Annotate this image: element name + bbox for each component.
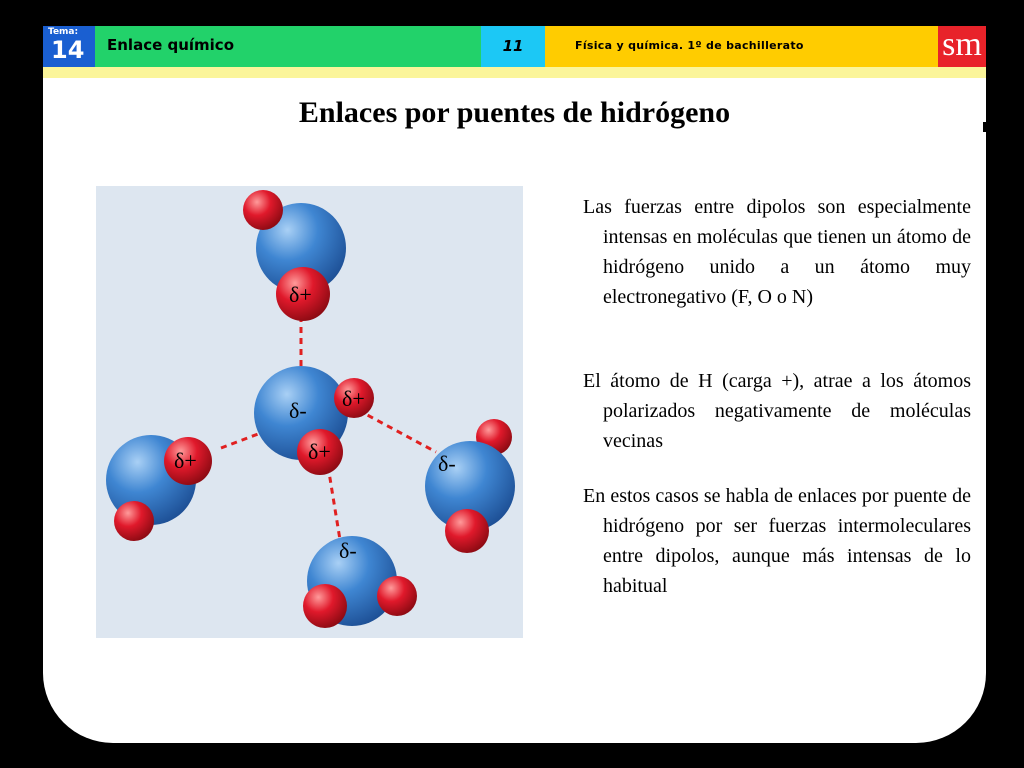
tema-badge [43,26,95,67]
label-bottom-o: δ- [339,538,357,563]
bond-right [358,410,436,452]
slide-title: Enlaces por puentes de hidrógeno [298,96,731,129]
paragraph-hydrogen-bond: En estos casos se habla de enlaces por puente de hidrógeno por ser fuerzas intermoleculares entre dipolos, aunque más intensas de lo habitual [583,485,971,597]
course-title: Física y química. 1º de bachillerato [575,39,804,52]
slide [43,26,986,743]
tema-label: Tema: [48,27,79,37]
paragraph-h-attraction: El átomo de H (carga +), atrae a los átomos polarizados negativamente de moléculas vecinas [583,370,971,452]
hydrogen-atom [445,509,489,553]
hydrogen-atom [243,190,283,230]
hydrogen-atom [114,501,154,541]
bond-bottom [328,466,341,546]
molecule-illustration [96,186,523,638]
label-center-h-lower: δ+ [308,439,331,464]
topic-bar [95,26,481,67]
label-top-h: δ+ [289,282,312,307]
header-bar [43,26,986,67]
logo-text: sm [942,26,982,63]
hydrogen-atom [377,576,417,616]
paragraph-dipole-forces: Las fuerzas entre dipolos son especialmente intensas en moléculas que tienen un átomo de hidrógeno unido a un átomo muy electronegativo (F, O o N) [583,196,971,308]
label-center-o: δ- [289,398,307,423]
page-number-box [481,26,545,67]
water-molecule-bottom [303,536,417,628]
header-underline-strip [43,67,986,78]
hydrogen-bond-diagram [96,186,523,638]
tema-number: 14 [51,36,85,64]
page-number: 11 [502,37,524,55]
water-molecule-right [425,419,515,553]
label-right-o: δ- [438,451,456,476]
publisher-logo [938,26,986,67]
topic-title: Enlace químico [107,36,235,54]
course-bar [545,26,938,67]
label-center-h-upper: δ+ [342,386,365,411]
label-left-h: δ+ [174,448,197,473]
hydrogen-atom [303,584,347,628]
